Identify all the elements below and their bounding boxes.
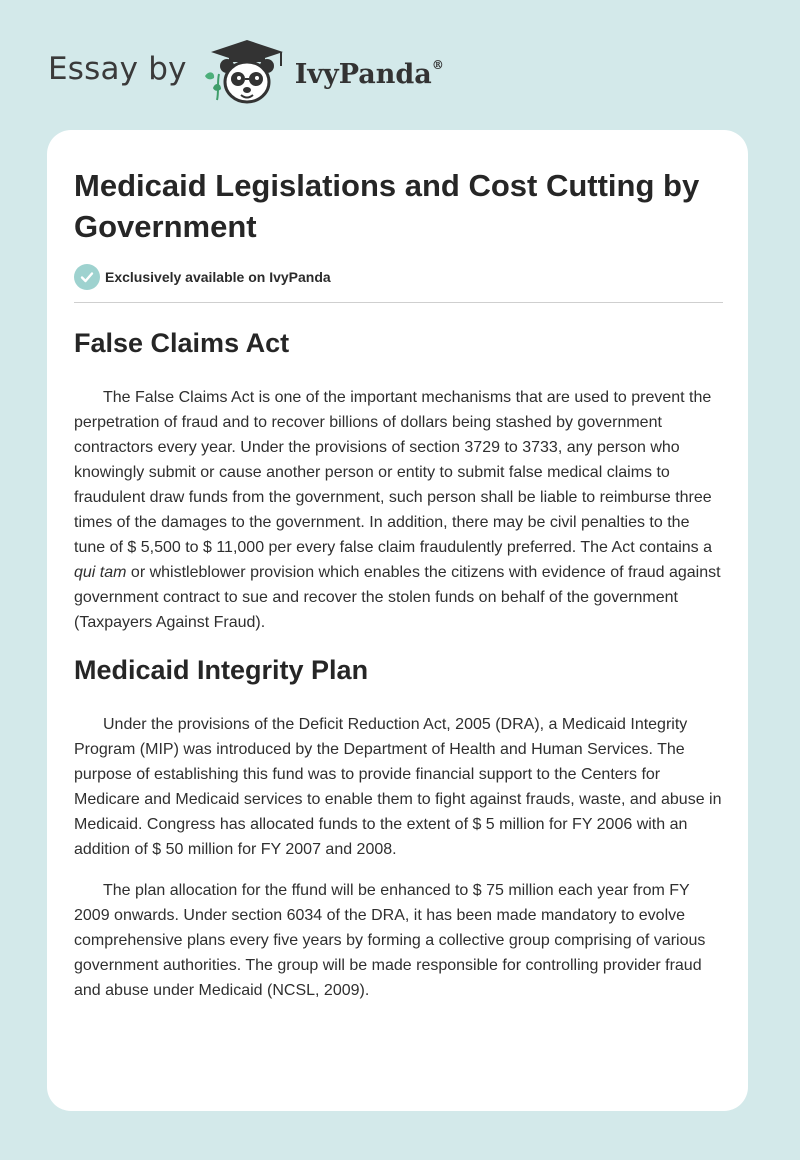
paragraph: The plan allocation for the ffund will be enhanced to $ 75 million each year from FY 2009 onwards. Under section 6034 of the DRA, it has been made mandatory to evolve comprehensive plans every five years by forming a collective group comprising of various government authorities. The group will be made responsible for controlling provider fraud and abuse under Medicaid (NCSL, 2009). (74, 882, 706, 999)
section-heading-integrity-plan: Medicaid Integrity Plan (74, 655, 369, 685)
section-heading-false-claims: False Claims Act (74, 328, 290, 358)
divider (74, 302, 723, 303)
page-title: Medicaid Legislations and Cost Cutting by Government (74, 168, 700, 244)
paragraph: The False Claims Act is one of the important mechanisms that are used to prevent the perpetration of fraud and to recover billions of dollars being stashed by government contractors every year. Under the provisions of section 3729 to 3733, any person who knowingly submit or cause another person or entity to submit false medical claims to fraudulent draw funds from the government, such person shall be liable to reimburse three times of the damages to the government. In addition, there may be civil penalties to the tune of $ 5,500 to $ 11,000 per every false claim fraudulently preferred. The Act contains a qui tam or whistleblower provision which enables the citizens with evidence of fraud against government contract to sue and recover the stolen funds on behalf of the government (Taxpayers Against Fraud). (74, 389, 721, 631)
exclusive-badge (74, 264, 331, 290)
essay-card (47, 130, 748, 1111)
brand-prefix: Essay by (48, 51, 187, 87)
site-header (48, 36, 444, 108)
brand-name[interactable]: IvyPanda® (294, 57, 444, 90)
panda-logo-icon[interactable] (201, 36, 293, 108)
check-icon (74, 264, 100, 290)
paragraph: Under the provisions of the Deficit Reduction Act, 2005 (DRA), a Medicaid Integrity Program (MIP) was introduced by the Department of Health and Human Services. The purpose of establishing this fund was to provide financial support to the Centers for Medicare and Medicaid services to enable them to fight against frauds, waste, and abuse in Medicaid. Congress has allocated funds to the extent of $ 5 million for FY 2006 with an addition of $ 50 million for FY 2007 and 2008. (74, 716, 722, 858)
badge-label: Exclusively available on IvyPanda (105, 269, 331, 285)
italic-term: qui tam (74, 564, 127, 581)
